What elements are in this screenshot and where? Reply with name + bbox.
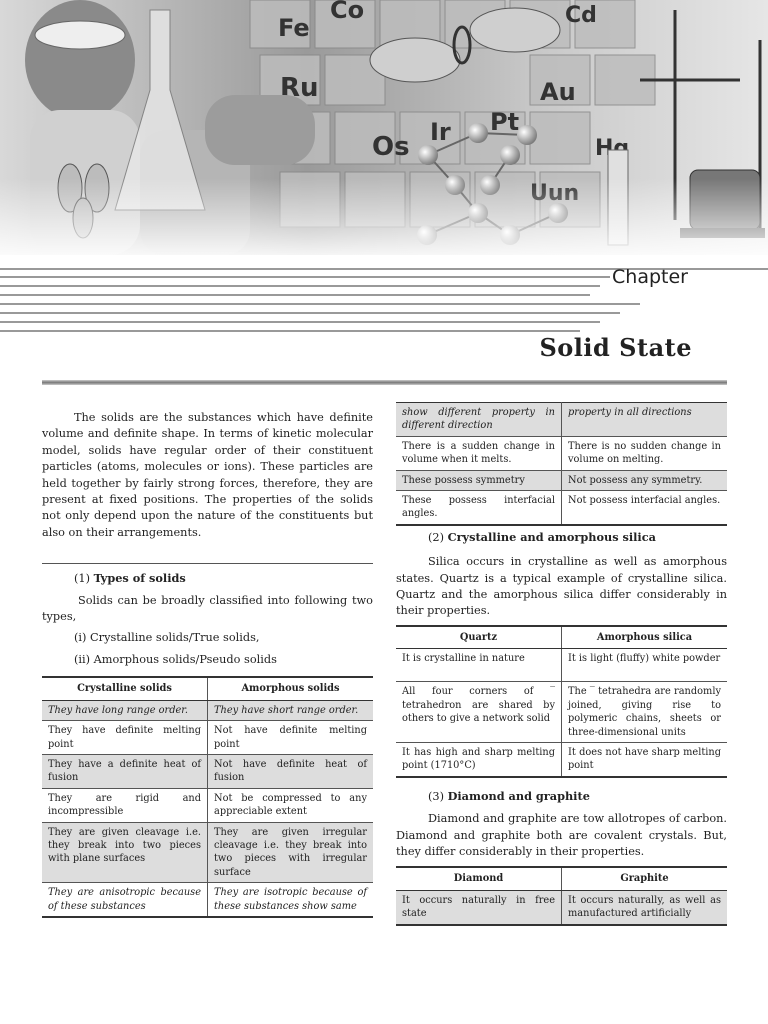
table-cell: show different property in different direction (396, 403, 562, 437)
table-cell: Not have definite heat of fusion (208, 754, 374, 788)
table-cell: There is a sudden change in volume when it melts. (396, 436, 562, 470)
table-cell: All four corners of ‾ tetrahedron are shared by others to give a network solid (396, 682, 562, 743)
table-cell: Not possess interfacial angles. (562, 491, 728, 525)
table-cell: These possess interfacial angles. (396, 491, 562, 525)
types-intro-text: Solids can be broadly classified into following two types, (42, 593, 373, 624)
table-header-cell: Amorphous silica (562, 626, 728, 649)
table-cell: They have long range order. (42, 700, 208, 720)
section-title: Crystalline and amorphous silica (447, 529, 656, 544)
silica-paragraph: Silica occurs in crystalline as well as amorphous states. Quartz is a typical example of crystalline silica. Quartz and the amorphous silica differ considerably in their properties. (396, 555, 727, 618)
table-cell: property in all directions (562, 403, 728, 437)
table-cell: It does not have sharp melting point (562, 742, 728, 776)
table-row (396, 491, 727, 525)
table-cell: They have a definite heat of fusion (42, 754, 208, 788)
table-header-cell: Graphite (562, 867, 728, 890)
table-header-cell: Amorphous solids (208, 677, 374, 700)
section-number: (1) (74, 572, 94, 586)
table-cell: They are rigid and incompressible (42, 788, 208, 822)
table-header-cell: Quartz (396, 626, 562, 649)
table-cell: It occurs naturally, as well as manufactured artificially (562, 890, 728, 924)
table-cell: They are anisotropic because of these substances (42, 883, 208, 917)
crystalline-vs-amorphous-table-continued (396, 402, 727, 526)
table-row (396, 742, 727, 776)
table-row (396, 403, 727, 437)
chapter-label: Chapter (612, 266, 688, 288)
table-cell: Not have definite melting point (208, 721, 374, 755)
right-column (396, 402, 727, 926)
table-cell: They have short range order. (208, 700, 374, 720)
crystalline-vs-amorphous-table (42, 676, 373, 918)
section-types-of-solids (42, 563, 373, 668)
table-cell: There is no sudden change in volume on melting. (562, 436, 728, 470)
table-header-cell: Crystalline solids (42, 677, 208, 700)
diamond-graphite-paragraph: Diamond and graphite are tow allotropes of carbon. Diamond and graphite both are covalent crystals. But, they differ considerably in their properties. (396, 812, 727, 858)
diamond-vs-graphite-table (396, 866, 727, 925)
table-row (396, 436, 727, 470)
list-item-amorphous: (ii) Amorphous solids/Pseudo solids (74, 652, 277, 666)
table-row (42, 883, 373, 917)
table-row (42, 754, 373, 788)
table-header-cell: Diamond (396, 867, 562, 890)
banner-illustration (0, 0, 768, 255)
table-row (42, 822, 373, 883)
quartz-vs-amorphous-silica-table (396, 625, 727, 778)
list-item-crystalline: (i) Crystalline solids/True solids, (74, 631, 260, 645)
section-heading-types (42, 570, 373, 587)
page-title: Solid State (539, 333, 692, 362)
chapter-banner-image (0, 0, 768, 255)
table-cell: It has high and sharp melting point (1710°C) (396, 742, 562, 776)
section-number: (2) (428, 530, 448, 544)
section-title: Types of solids (93, 571, 186, 586)
table-row (396, 649, 727, 682)
table-header-row (42, 677, 373, 700)
table-cell: They are given cleavage i.e. they break into two pieces with plane surfaces (42, 822, 208, 883)
table-cell: They are isotropic because of these substances show same (208, 883, 374, 917)
table-cell: It is crystalline in nature (396, 649, 562, 682)
table-cell: These possess symmetry (396, 470, 562, 490)
table-cell: Not be compressed to any appreciable extent (208, 788, 374, 822)
table-row (42, 700, 373, 720)
table-row (396, 890, 727, 924)
section-number: (3) (428, 789, 448, 803)
table-row (42, 721, 373, 755)
intro-paragraph: The solids are the substances which have definite volume and definite shape. In terms of kinetic molecular model, solids have regular order of their constituent particles (atoms, molecules or ions). These particles are held together by fairly strong forces, therefore, they are present at fixed positions. The properties of the solids not only depend upon the nature of the constituents but also on their arrangements. (42, 411, 373, 539)
table-cell: It occurs naturally in free state (396, 890, 562, 924)
table-row (396, 470, 727, 490)
section-heading-diamond-graphite (396, 788, 727, 805)
table-cell: The ‾ tetrahedra are randomly joined, giving rise to polymeric chains, sheets or three-dimensional units (562, 682, 728, 743)
table-cell: They are given irregular cleavage i.e. they break into two pieces with irregular surface (208, 822, 374, 883)
table-header-row (396, 626, 727, 649)
table-header-row (396, 867, 727, 890)
section-heading-silica (396, 529, 727, 546)
table-row (396, 682, 727, 743)
table-cell: It is light (fluffy) white powder (562, 649, 728, 682)
left-column (42, 410, 373, 918)
title-divider (42, 380, 727, 385)
table-cell: They have definite melting point (42, 721, 208, 755)
section-title: Diamond and graphite (447, 788, 590, 803)
table-row (42, 788, 373, 822)
table-cell: Not possess any symmetry. (562, 470, 728, 490)
